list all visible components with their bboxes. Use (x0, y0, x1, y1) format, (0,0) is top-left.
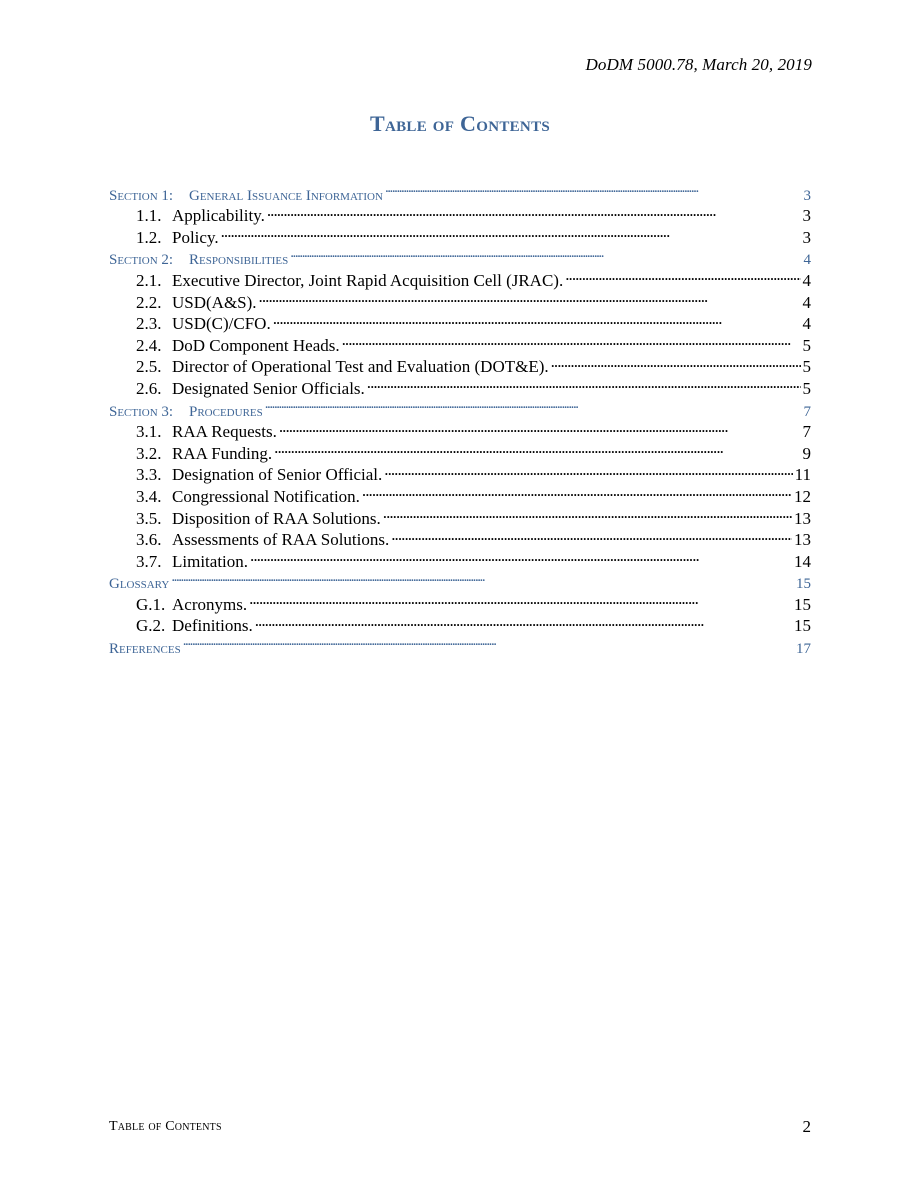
dot-leader (367, 372, 801, 394)
toc-entry-label (109, 402, 263, 424)
toc-entry-label (136, 421, 277, 443)
toc-entry-number: 1.2. (136, 227, 162, 247)
toc-entry-title: General Issuance Information (189, 187, 383, 204)
toc-entry-label (136, 594, 247, 616)
toc-entry-title: RAA Requests. (172, 422, 277, 442)
toc-subsection-entry[interactable] (109, 588, 811, 614)
dot-leader (362, 480, 792, 502)
toc-section-entry[interactable] (109, 631, 811, 658)
toc-entry-title: Definitions. (172, 616, 253, 636)
toc-page-number: 5 (802, 357, 811, 377)
toc-entry-label (136, 486, 360, 508)
toc-entry-label (136, 292, 257, 314)
toc-entry-label (136, 227, 219, 249)
dot-leader (385, 178, 802, 200)
toc-page-number: 17 (796, 641, 811, 658)
toc-entry-title: Acronyms. (172, 594, 248, 614)
toc-page-number: 5 (802, 378, 811, 398)
dot-leader (273, 308, 801, 330)
dot-leader (249, 588, 792, 610)
dot-leader (551, 351, 801, 373)
dot-leader (391, 524, 792, 546)
toc-section-entry[interactable] (109, 178, 811, 204)
toc-entry-title: RAA Funding. (172, 443, 273, 463)
dot-leader (383, 502, 792, 524)
toc-entry-title: Assessments of RAA Solutions. (172, 530, 390, 550)
toc-entry-number: 2.2. (136, 292, 162, 312)
dot-leader (279, 416, 801, 438)
toc-page-number: 5 (802, 335, 811, 355)
document-reference: DoDM 5000.78, March 20, 2019 (585, 55, 812, 74)
dot-leader (183, 631, 794, 653)
toc-entry-number: 2.5. (136, 357, 162, 377)
toc-entry-label (109, 250, 288, 272)
toc-page-number: 4 (803, 252, 811, 269)
dot-leader (250, 545, 792, 567)
toc-entry-number: 3.6. (136, 530, 162, 550)
dot-leader (267, 200, 801, 222)
toc-page-number: 3 (803, 187, 811, 204)
toc-entry-number: G.1. (136, 594, 166, 614)
dot-leader (290, 243, 801, 265)
dot-leader (565, 264, 800, 286)
toc-page-number: 4 (802, 270, 811, 290)
toc-entry-label (109, 639, 181, 661)
toc-entry-number: 3.5. (136, 508, 162, 528)
toc-entry-title: Glossary (109, 576, 170, 593)
toc-page-number: 12 (794, 486, 811, 506)
dot-leader (221, 221, 801, 243)
dot-leader (265, 394, 802, 416)
toc-entry-title: Executive Director, Joint Rapid Acquisition Cell (JRAC). (172, 270, 564, 290)
toc-entry-number: 3.7. (136, 551, 162, 571)
toc-entry-number: 3.3. (136, 465, 162, 485)
toc-entry-number: 3.1. (136, 422, 162, 442)
toc-entry-title: Procedures (189, 403, 263, 420)
toc-entry-number: 1.1. (136, 206, 162, 226)
toc-entry-label (136, 508, 381, 530)
toc-entry-number: 2.3. (136, 314, 162, 334)
toc-page-number: 15 (794, 594, 811, 614)
dot-leader (384, 459, 792, 481)
toc-page-number: 7 (803, 403, 811, 420)
toc-entry-label (109, 574, 169, 596)
toc-section-entry[interactable] (109, 567, 811, 593)
toc-entry-title: Disposition of RAA Solutions. (172, 508, 381, 528)
toc-page-number: 4 (802, 292, 811, 312)
toc-entry-number: Section 3: (109, 403, 174, 420)
toc-entry-label (136, 313, 271, 335)
dot-leader (171, 567, 794, 589)
toc-entry-title: Applicability. (172, 206, 265, 226)
toc-entry-label (136, 443, 272, 465)
toc-page-number: 7 (802, 422, 811, 442)
toc-entry-title: USD(A&S). (172, 292, 257, 312)
toc-entry-title: Responsibilities (189, 252, 289, 269)
toc-page-number: 4 (802, 314, 811, 334)
toc-entry-title: Director of Operational Test and Evaluation (DOT&E). (172, 357, 549, 377)
toc-entry-label (136, 464, 382, 486)
toc-page-number: 9 (802, 443, 811, 463)
dot-leader (342, 329, 801, 351)
table-of-contents (109, 178, 811, 658)
toc-entry-title: USD(C)/CFO. (172, 314, 271, 334)
toc-page-number: 3 (802, 206, 811, 226)
toc-entry-title: DoD Component Heads. (172, 335, 340, 355)
dot-leader (259, 286, 801, 308)
toc-entry-number: 2.4. (136, 335, 162, 355)
toc-entry-title: References (109, 641, 181, 658)
toc-page-number: 14 (794, 551, 811, 571)
footer-page-number: 2 (802, 1117, 811, 1136)
toc-page-number: 13 (794, 508, 811, 528)
toc-entry-title: Designated Senior Officials. (172, 378, 365, 398)
toc-entry-number: 3.4. (136, 486, 162, 506)
footer-section-label: Table of Contents (109, 1119, 222, 1134)
page-title: Table of Contents (369, 111, 551, 136)
toc-page-number: 3 (802, 227, 811, 247)
toc-entry-number: Section 2: (109, 252, 174, 269)
toc-entry-title: Congressional Notification. (172, 486, 360, 506)
toc-page-number: 11 (794, 465, 811, 485)
toc-page-number: 15 (794, 616, 811, 636)
toc-page-number: 13 (794, 530, 811, 550)
dot-leader (274, 437, 800, 459)
toc-entry-number: Section 1: (109, 187, 174, 204)
toc-entry-title: Designation of Senior Official. (172, 465, 383, 485)
toc-page-number: 15 (796, 576, 811, 593)
toc-entry-title: Policy. (172, 227, 219, 247)
toc-entry-title: Limitation. (172, 551, 249, 571)
toc-entry-number: G.2. (136, 616, 166, 636)
dot-leader (255, 610, 792, 632)
toc-entry-label (136, 335, 340, 357)
toc-entry-number: 2.6. (136, 378, 162, 398)
toc-entry-number: 2.1. (136, 270, 162, 290)
toc-entry-number: 3.2. (136, 443, 162, 463)
